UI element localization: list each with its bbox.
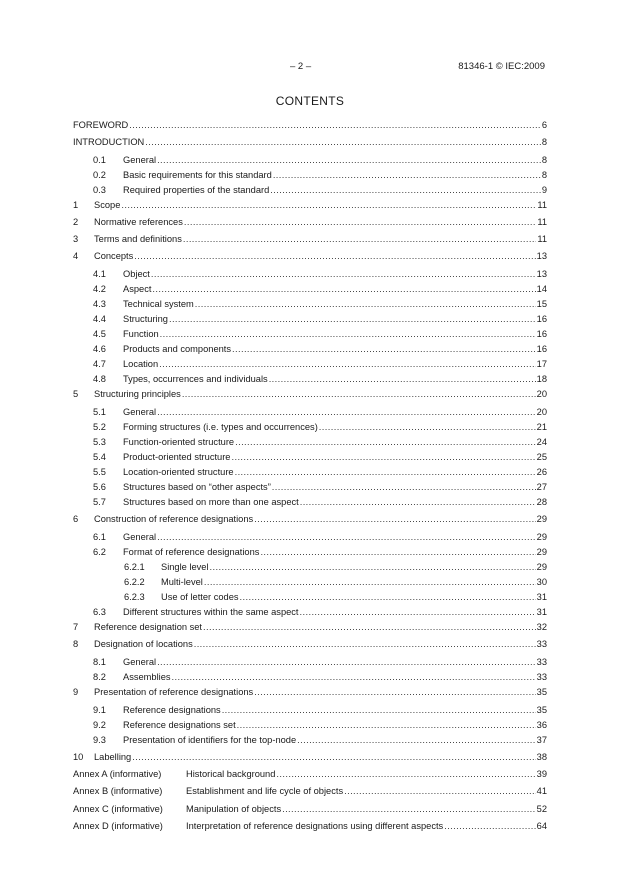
toc-entry-label: Function xyxy=(123,329,159,339)
toc-entry-number: 3 xyxy=(73,234,79,244)
page-number: – 2 – xyxy=(290,61,312,72)
toc-entry[interactable] xyxy=(73,495,547,509)
toc-entry-number: 8 xyxy=(73,639,79,649)
toc-entry-number: 8.1 xyxy=(93,657,106,667)
toc-entry-page: 25 xyxy=(536,452,547,462)
toc-entry[interactable] xyxy=(73,135,547,149)
dot-leader xyxy=(270,183,541,197)
toc-entry[interactable] xyxy=(73,575,547,589)
dot-leader xyxy=(319,420,536,434)
toc-entry-page: 33 xyxy=(536,672,547,682)
toc-entry[interactable] xyxy=(73,802,547,816)
dot-leader xyxy=(195,297,536,311)
toc-entry-number: 6.3 xyxy=(93,607,106,617)
toc-entry-page: 30 xyxy=(536,577,547,587)
toc-entry-number: 5.7 xyxy=(93,497,106,507)
toc-entry-label: Terms and definitions xyxy=(94,234,182,244)
toc-entry-page: 21 xyxy=(536,422,547,432)
toc-entry-page: 16 xyxy=(536,314,547,324)
toc-entry[interactable] xyxy=(73,420,547,434)
toc-entry-label: Construction of reference designations xyxy=(94,514,254,524)
toc-entry-label: Use of letter codes xyxy=(161,592,239,602)
dot-leader xyxy=(237,718,536,732)
toc-entry-page: 16 xyxy=(536,344,547,354)
toc-entry-page: 11 xyxy=(537,217,547,227)
toc-entry-page: 38 xyxy=(536,752,547,762)
toc-entry-page: 33 xyxy=(536,657,547,667)
toc-entry-number: 5.5 xyxy=(93,467,106,477)
toc-entry[interactable] xyxy=(73,750,547,764)
toc-entry-page: 35 xyxy=(536,687,547,697)
toc-entry-page: 26 xyxy=(536,467,547,477)
toc-entry-label: Multi-level xyxy=(161,577,203,587)
toc-entry-label: Establishment and life cycle of objects xyxy=(186,786,344,796)
toc-entry[interactable] xyxy=(73,198,547,212)
dot-leader xyxy=(273,168,541,182)
toc-entry-label: General xyxy=(123,532,157,542)
toc-entry-label: Reference designation set xyxy=(94,622,203,632)
toc-entry-label: Manipulation of objects xyxy=(186,804,282,814)
toc-entry-label: General xyxy=(123,407,157,417)
toc-entry-page: 28 xyxy=(536,497,547,507)
toc-entry-number: 8.2 xyxy=(93,672,106,682)
toc-entry-number: 5.6 xyxy=(93,482,106,492)
toc-entry-page: 36 xyxy=(536,720,547,730)
toc-entry[interactable] xyxy=(73,670,547,684)
toc-entry[interactable] xyxy=(73,249,547,263)
toc-entry[interactable] xyxy=(73,560,547,574)
toc-entry-number: 4.7 xyxy=(93,359,106,369)
toc-entry-number: 5.1 xyxy=(93,407,106,417)
dot-leader xyxy=(222,703,536,717)
toc-entry-number: 0.2 xyxy=(93,170,106,180)
toc-entry-label: Labelling xyxy=(94,752,132,762)
toc-entry-number: 2 xyxy=(73,217,79,227)
toc-entry-number: 4.1 xyxy=(93,269,106,279)
dot-leader xyxy=(344,784,536,798)
document-id: 81346-1 © IEC:2009 xyxy=(458,61,545,72)
toc-entry-number: 4.8 xyxy=(93,374,106,384)
toc-entry[interactable] xyxy=(73,405,547,419)
toc-entry-page: 13 xyxy=(536,269,547,279)
dot-leader xyxy=(282,802,536,816)
toc-entry-page: 29 xyxy=(536,562,547,572)
dot-leader xyxy=(235,435,536,449)
toc-entry-label: FOREWORD xyxy=(73,120,129,130)
toc-entry-page: 16 xyxy=(536,329,547,339)
toc-entry[interactable] xyxy=(73,435,547,449)
toc-entry-number: 6.2.1 xyxy=(124,562,145,572)
dot-leader xyxy=(134,249,535,263)
toc-entry[interactable] xyxy=(73,784,547,798)
toc-entry[interactable] xyxy=(73,480,547,494)
dot-leader xyxy=(183,232,536,246)
dot-leader xyxy=(132,750,535,764)
toc-entry-label: Products and components xyxy=(123,344,232,354)
toc-entry-number: 9.1 xyxy=(93,705,106,715)
dot-leader xyxy=(254,512,535,526)
toc-entry-number: Annex C (informative) xyxy=(73,804,163,814)
toc-entry-page: 33 xyxy=(536,639,547,649)
toc-entry-page: 24 xyxy=(536,437,547,447)
toc-entry-label: Forming structures (i.e. types and occurrences) xyxy=(123,422,318,432)
toc-entry-page: 8 xyxy=(541,170,547,180)
toc-entry-label: Required properties of the standard xyxy=(123,185,270,195)
toc-entry[interactable] xyxy=(73,450,547,464)
toc-entry-number: Annex D (informative) xyxy=(73,821,163,831)
toc-entry-page: 11 xyxy=(537,200,547,210)
toc-entry-page: 52 xyxy=(536,804,547,814)
toc-entry-number: 9 xyxy=(73,687,79,697)
toc-entry-label: Structuring principles xyxy=(94,389,181,399)
dot-leader xyxy=(160,327,536,341)
toc-entry[interactable] xyxy=(73,767,547,781)
dot-leader xyxy=(151,267,536,281)
toc-entry-number: 6 xyxy=(73,514,79,524)
toc-entry-label: General xyxy=(123,657,157,667)
toc-entry-page: 13 xyxy=(536,251,547,261)
toc-entry-label: Types, occurrences and individuals xyxy=(123,374,268,384)
toc-entry-label: INTRODUCTION xyxy=(73,137,145,147)
toc-entry-number: 5 xyxy=(73,389,79,399)
dot-leader xyxy=(194,637,536,651)
dot-leader xyxy=(129,118,541,132)
dot-leader xyxy=(121,198,536,212)
dot-leader xyxy=(232,342,536,356)
toc-entry-page: 9 xyxy=(541,185,547,195)
dot-leader xyxy=(240,590,536,604)
toc-entry[interactable] xyxy=(73,297,547,311)
toc-entry-page: 6 xyxy=(541,120,547,130)
toc-entry-label: Presentation of identifiers for the top-node xyxy=(123,735,297,745)
toc-entry-label: Reference designations xyxy=(123,705,221,715)
toc-entry-label: Reference designations set xyxy=(123,720,236,730)
dot-leader xyxy=(172,670,536,684)
toc-entry[interactable] xyxy=(73,685,547,699)
toc-entry[interactable] xyxy=(73,530,547,544)
toc-entry[interactable] xyxy=(73,342,547,356)
toc-entry-number: 4 xyxy=(73,251,79,261)
dot-leader xyxy=(159,357,536,371)
toc-entry[interactable] xyxy=(73,733,547,747)
toc-entry-label: Function-oriented structure xyxy=(123,437,235,447)
toc-entry-page: 8 xyxy=(541,137,547,147)
toc-entry-number: Annex B (informative) xyxy=(73,786,163,796)
toc-entry-label: Location xyxy=(123,359,159,369)
toc-entry[interactable] xyxy=(73,327,547,341)
toc-entry-number: 4.3 xyxy=(93,299,106,309)
toc-entry[interactable] xyxy=(73,620,547,634)
toc-entry-number: 5.3 xyxy=(93,437,106,447)
toc-entry-label: Product-oriented structure xyxy=(123,452,231,462)
toc-entry-label: Location-oriented structure xyxy=(123,467,234,477)
dot-leader xyxy=(210,560,536,574)
toc-entry-label: Aspect xyxy=(123,284,152,294)
dot-leader xyxy=(300,495,536,509)
toc-entry-label: Structures based on more than one aspect xyxy=(123,497,299,507)
dot-leader xyxy=(297,733,536,747)
toc-entry-number: 6.1 xyxy=(93,532,106,542)
toc-entry-label: Object xyxy=(123,269,150,279)
toc-entry-label: Presentation of reference designations xyxy=(94,687,254,697)
toc-entry[interactable] xyxy=(73,819,547,833)
toc-entry[interactable] xyxy=(73,232,547,246)
toc-entry[interactable] xyxy=(73,637,547,651)
dot-leader xyxy=(152,282,535,296)
dot-leader xyxy=(157,530,536,544)
toc-entry[interactable] xyxy=(73,655,547,669)
toc-entry-page: 29 xyxy=(536,532,547,542)
toc-entry-page: 41 xyxy=(536,786,547,796)
toc-entry-number: 6.2.2 xyxy=(124,577,145,587)
dot-leader xyxy=(269,372,536,386)
toc-entry-label: Concepts xyxy=(94,251,134,261)
toc-entry-page: 37 xyxy=(536,735,547,745)
toc-entry-page: 14 xyxy=(536,284,547,294)
toc-entry-number: 4.5 xyxy=(93,329,106,339)
dot-leader xyxy=(272,480,536,494)
dot-leader xyxy=(235,465,536,479)
toc-entry[interactable] xyxy=(73,282,547,296)
toc-entry[interactable] xyxy=(73,372,547,386)
toc-entry-page: 31 xyxy=(536,607,547,617)
toc-entry-page: 15 xyxy=(536,299,547,309)
toc-entry-page: 64 xyxy=(536,821,547,831)
toc-entry-number: 0.3 xyxy=(93,185,106,195)
dot-leader xyxy=(169,312,536,326)
toc-entry-page: 32 xyxy=(536,622,547,632)
toc-entry-label: Interpretation of reference designations using different aspects xyxy=(186,821,444,831)
toc-entry-number: 6.2 xyxy=(93,547,106,557)
toc-entry-number: 9.2 xyxy=(93,720,106,730)
toc-entry-number: 6.2.3 xyxy=(124,592,145,602)
toc-entry-number: 5.4 xyxy=(93,452,106,462)
toc-entry[interactable] xyxy=(73,703,547,717)
toc-entry-page: 8 xyxy=(541,155,547,165)
toc-entry[interactable] xyxy=(73,267,547,281)
toc-entry-number: 10 xyxy=(73,752,84,762)
dot-leader xyxy=(157,655,536,669)
dot-leader xyxy=(444,819,535,833)
toc-entry-number: Annex A (informative) xyxy=(73,769,162,779)
toc-entry[interactable] xyxy=(73,183,547,197)
dot-leader xyxy=(203,620,536,634)
toc-entry-label: Normative references xyxy=(94,217,183,227)
toc-entry[interactable] xyxy=(73,153,547,167)
dot-leader xyxy=(157,405,536,419)
toc-entry-number: 0.1 xyxy=(93,155,106,165)
toc-entry-number: 5.2 xyxy=(93,422,106,432)
toc-entry-number: 4.6 xyxy=(93,344,106,354)
dot-leader xyxy=(300,605,536,619)
toc-entry-label: Structures based on “other aspects” xyxy=(123,482,271,492)
toc-entry-label: Format of reference designations xyxy=(123,547,260,557)
toc-entry[interactable] xyxy=(73,605,547,619)
toc-entry-label: Different structures within the same aspect xyxy=(123,607,299,617)
toc-entry-page: 31 xyxy=(536,592,547,602)
toc-entry-page: 27 xyxy=(536,482,547,492)
toc-entry-number: 7 xyxy=(73,622,79,632)
page-title: CONTENTS xyxy=(275,94,345,108)
toc-entry-page: 39 xyxy=(536,769,547,779)
toc-entry-number: 4.2 xyxy=(93,284,106,294)
toc-entry[interactable] xyxy=(73,168,547,182)
toc-entry-label: Technical system xyxy=(123,299,194,309)
dot-leader xyxy=(254,685,535,699)
toc-entry-page: 11 xyxy=(537,234,547,244)
toc-entry[interactable] xyxy=(73,215,547,229)
dot-leader xyxy=(231,450,535,464)
dot-leader xyxy=(184,215,536,229)
dot-leader xyxy=(157,153,541,167)
dot-leader xyxy=(276,767,535,781)
toc-entry-label: Designation of locations xyxy=(94,639,193,649)
toc-entry[interactable] xyxy=(73,357,547,371)
toc-entry[interactable] xyxy=(73,387,547,401)
dot-leader xyxy=(204,575,536,589)
toc-entry-number: 4.4 xyxy=(93,314,106,324)
toc-entry-label: Assemblies xyxy=(123,672,171,682)
toc-entry[interactable] xyxy=(73,118,547,132)
toc-entry-label: Structuring xyxy=(123,314,168,324)
toc-entry-label: General xyxy=(123,155,157,165)
toc-entry[interactable] xyxy=(73,718,547,732)
toc-entry-label: Single level xyxy=(161,562,209,572)
toc-entry-page: 20 xyxy=(536,407,547,417)
toc-entry-page: 20 xyxy=(536,389,547,399)
toc-entry-label: Basic requirements for this standard xyxy=(123,170,272,180)
toc-entry-page: 18 xyxy=(536,374,547,384)
toc-entry-label: Historical background xyxy=(186,769,276,779)
page-header xyxy=(0,61,620,75)
toc-entry[interactable] xyxy=(73,545,547,559)
toc-entry-page: 35 xyxy=(536,705,547,715)
toc-entry-label: Scope xyxy=(94,200,121,210)
dot-leader xyxy=(260,545,535,559)
dot-leader xyxy=(182,387,536,401)
toc-entry-page: 29 xyxy=(536,514,547,524)
toc-entry[interactable] xyxy=(73,590,547,604)
toc-entry[interactable] xyxy=(73,465,547,479)
toc-entry[interactable] xyxy=(73,512,547,526)
toc-entry-number: 1 xyxy=(73,200,79,210)
toc-entry[interactable] xyxy=(73,312,547,326)
toc-entry-number: 9.3 xyxy=(93,735,106,745)
toc-entry-page: 29 xyxy=(536,547,547,557)
toc-entry-page: 17 xyxy=(536,359,547,369)
dot-leader xyxy=(145,135,541,149)
